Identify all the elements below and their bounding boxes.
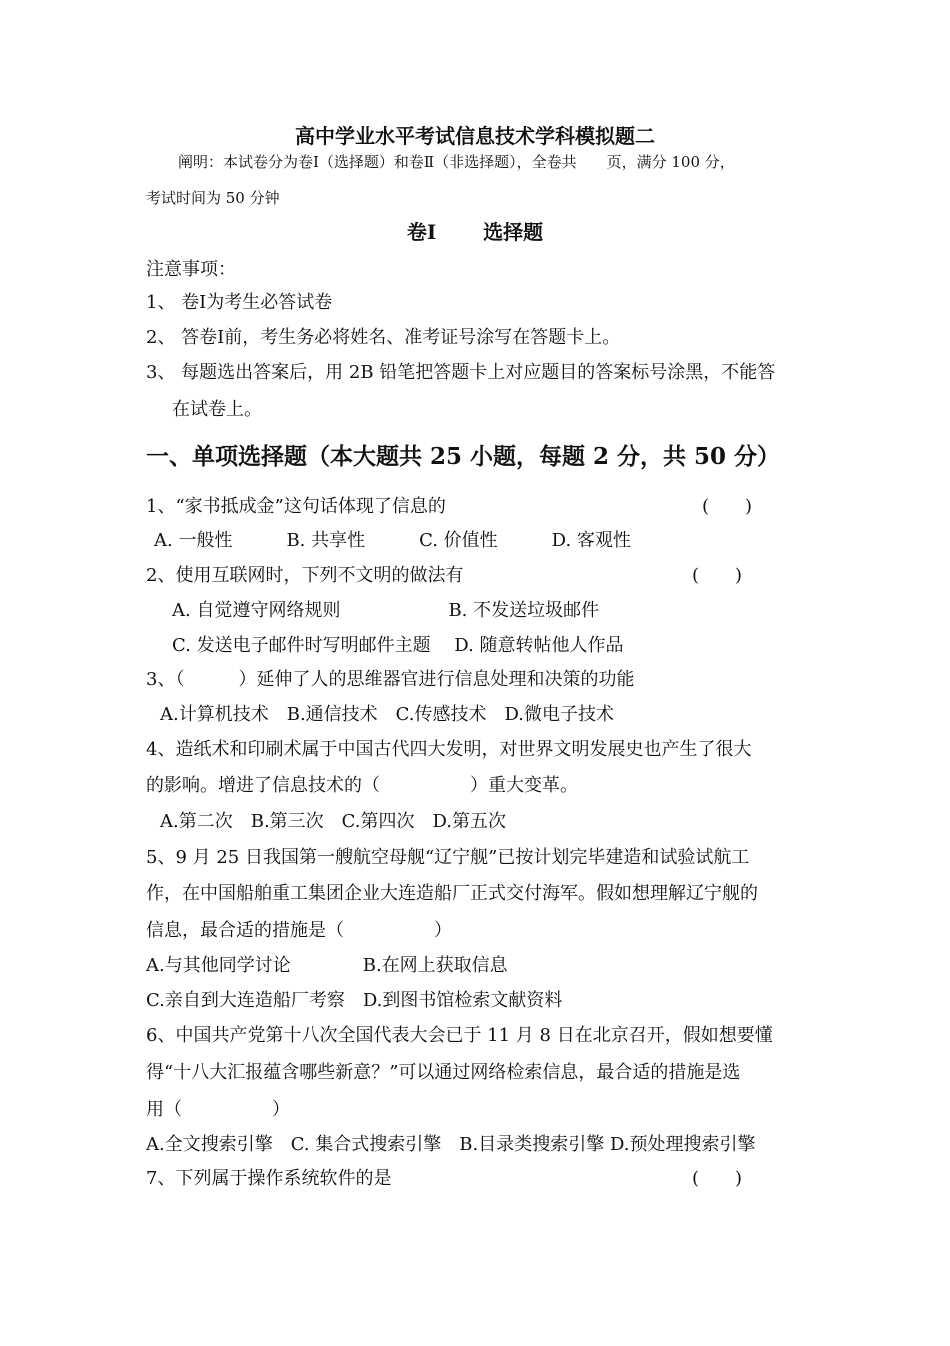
question-stem: 5、9 月 25 日我国第一艘航空母舰“辽宁舰”已按计划完毕建造和试验试航工: [146, 847, 750, 868]
part-one-heading: 一、单项选择题（本大题共 25 小题，每题 2 分，共 50 分）: [146, 443, 781, 470]
note-item: 3、 每题选出答案后，用 2B 铅笔把答题卡上对应题目的答案标号涂黑，不能答: [146, 362, 776, 383]
intro-line-1: 阐明：本试卷分为卷Ⅰ（选择题）和卷Ⅱ（非选择题），全卷共 页，满分 100 分，: [178, 153, 735, 171]
document-title: 高中学业水平考试信息技术学科模拟题二: [295, 124, 655, 148]
question-options: C. 发送电子邮件时写明邮件主题 D. 随意转帖他人作品: [172, 635, 624, 656]
question-stem: 1、“家书抵成金”这句话体现了信息的: [146, 496, 446, 517]
intro-line-2: 考试时间为 50 分钟: [146, 189, 280, 207]
question-stem: 的影响。增进了信息技术的（ ）重大变革。: [146, 775, 578, 796]
question-options: A. 一般性 B. 共享性 C. 价值性 D. 客观性: [154, 530, 631, 551]
question-stem: 6、中国共产党第十八次全国代表大会已于 11 月 8 日在北京召开，假如想要懂: [146, 1025, 773, 1046]
question-options: A. 自觉遵守网络规则 B. 不发送垃圾邮件: [172, 600, 600, 621]
notes-heading: 注意事项：: [146, 259, 236, 280]
note-item: 1、 卷Ⅰ为考生必答试卷: [146, 292, 333, 313]
answer-paren: ( ): [692, 565, 743, 586]
answer-paren: ( ): [692, 1168, 743, 1189]
question-stem: 得“十八大汇报蕴含哪些新意？”可以通过网络检索信息，最合适的措施是选: [146, 1062, 741, 1083]
section-title: 卷Ⅰ 选择题: [406, 220, 544, 244]
question-options: A.第二次 B.第三次 C.第四次 D.第五次: [160, 811, 507, 832]
question-stem: 用（ ）: [146, 1099, 290, 1120]
question-options: A.计算机技术 B.通信技术 C.传感技术 D.微电子技术: [160, 704, 615, 725]
answer-paren: ( ): [702, 496, 753, 517]
question-options: A.全文搜索引擎 C. 集合式搜索引擎 B.目录类搜索引擎 D.预处理搜索引擎: [146, 1134, 756, 1155]
question-options: A.与其他同学讨论 B.在网上获取信息: [146, 955, 508, 976]
question-stem: 4、造纸术和印刷术属于中国古代四大发明，对世界文明发展史也产生了很大: [146, 739, 752, 760]
note-item: 2、 答卷Ⅰ前，考生务必将姓名、准考证号涂写在答题卡上。: [146, 327, 621, 348]
question-stem: 作，在中国船舶重工集团企业大连造船厂正式交付海军。假如想理解辽宁舰的: [146, 883, 758, 904]
question-stem: 3、（ ）延伸了人的思维器官进行信息处理和决策的功能: [146, 669, 635, 690]
note-item-continued: 在试卷上。: [172, 399, 262, 420]
question-stem: 2、使用互联网时，下列不文明的做法有: [146, 565, 464, 586]
question-options: C.亲自到大连造船厂考察 D.到图书馆检索文献资料: [146, 990, 563, 1011]
question-stem: 信息，最合适的措施是（ ）: [146, 920, 452, 941]
question-stem: 7、下列属于操作系统软件的是: [146, 1168, 392, 1189]
